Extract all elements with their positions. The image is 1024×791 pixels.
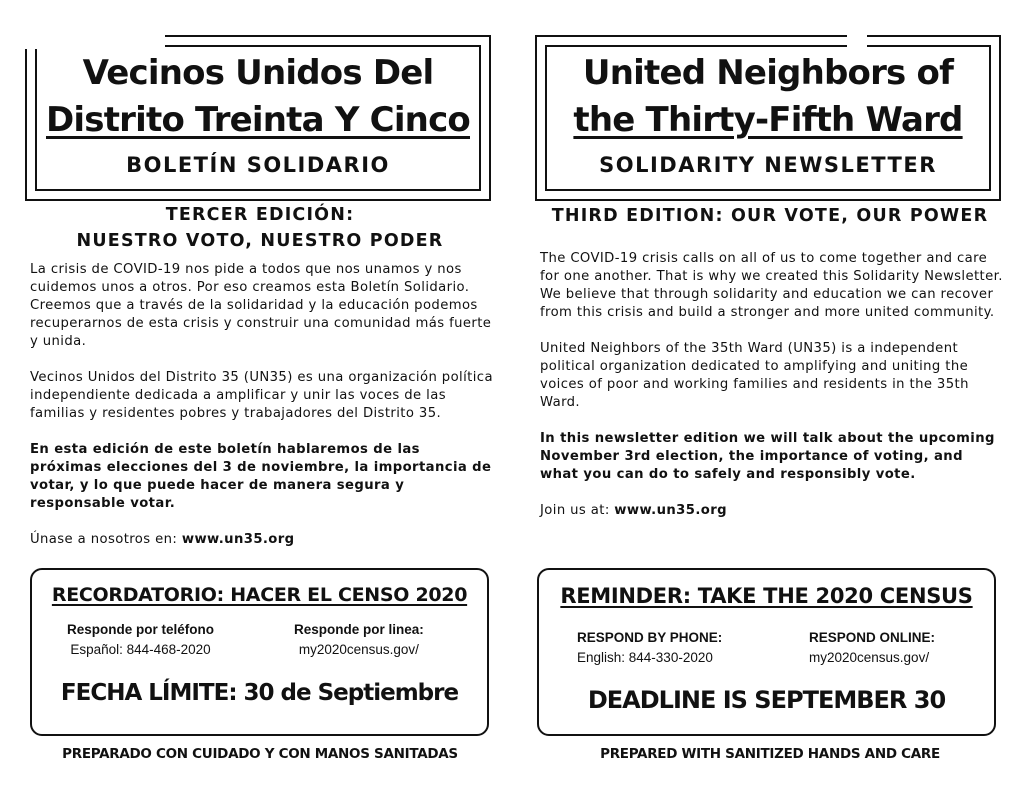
english-respond-phone bbox=[577, 628, 722, 668]
frame-gap bbox=[847, 35, 867, 49]
spanish-respond-online bbox=[294, 620, 424, 660]
english-join-label: Join us at: bbox=[540, 503, 615, 518]
english-about-paragraph: United Neighbors of the 35th Ward (UN35) is a independent political organization dedicated to amplifying and uniting the voices of poor and working families and residents in the 35th Ward. bbox=[540, 341, 969, 410]
spanish-edition-paragraph: En esta edición de este boletín hablaremos de las próximas elecciones del 3 de noviembre, la importancia de votar, y lo que puede hacer de manera segura y responsable votar. bbox=[30, 442, 492, 511]
english-column bbox=[535, 0, 1005, 791]
english-subtitle: SOLIDARITY NEWSLETTER bbox=[599, 153, 937, 177]
english-title-line2: the Thirty-Fifth Ward bbox=[573, 100, 963, 140]
spanish-join-link[interactable]: www.un35.org bbox=[181, 532, 295, 547]
english-respond-online bbox=[809, 628, 935, 668]
spanish-title-line1: Vecinos Unidos Del bbox=[82, 53, 434, 93]
english-header-frame bbox=[535, 35, 1001, 201]
english-deadline: DEADLINE IS SEPTEMBER 30 bbox=[587, 686, 946, 714]
english-phone-number: English: 844-330-2020 bbox=[577, 650, 713, 665]
english-census-title: REMINDER: TAKE THE 2020 CENSUS bbox=[560, 584, 973, 608]
spanish-title-line2: Distrito Treinta Y Cinco bbox=[46, 100, 470, 140]
spanish-deadline: FECHA LÍMITE: 30 de Septiembre bbox=[60, 680, 459, 706]
spanish-body bbox=[30, 261, 495, 549]
spanish-header-frame bbox=[25, 35, 491, 201]
english-join-line bbox=[540, 502, 1005, 520]
spanish-census-box bbox=[30, 568, 489, 736]
spanish-column bbox=[25, 0, 495, 791]
english-census-box bbox=[537, 568, 996, 736]
english-phone-label: RESPOND BY PHONE: bbox=[577, 630, 723, 645]
english-edition-paragraph: In this newsletter edition we will talk about the upcoming November 3rd election, the importance of voting, and what you can do to safely and responsibly vote. bbox=[540, 431, 995, 482]
english-online-url[interactable]: my2020census.gov/ bbox=[809, 650, 930, 665]
english-intro-paragraph: The COVID-19 crisis calls on all of us to come together and care for one another. That is why we created this Solidarity Newsletter. We believe that through solidarity and education we can recover from this crisis and build a stronger and more united community. bbox=[540, 251, 1003, 320]
spanish-intro-paragraph: La crisis de COVID-19 nos pide a todos que nos unamos y nos cuidemos unos a otros. Por eso creamos esta Boletín Solidario. Creemos que a través de la solidaridad y la educación podemos recuperarnos de esta crisis y construir una comunidad más fuerte y unida. bbox=[30, 262, 492, 349]
frame-gap bbox=[25, 35, 165, 49]
spanish-respond-phone bbox=[67, 620, 214, 660]
english-join-link[interactable]: www.un35.org bbox=[614, 503, 727, 518]
english-footer: PREPARED WITH SANITIZED HANDS AND CARE bbox=[600, 746, 940, 762]
english-body bbox=[540, 250, 1005, 520]
spanish-about-paragraph: Vecinos Unidos del Distrito 35 (UN35) es una organización política independiente dedicada a amplificar y unir las voces de las familias y residentes pobres y trabajadores del Distrito 35. bbox=[30, 370, 493, 421]
english-edition: THIRD EDITION: OUR VOTE, OUR POWER bbox=[551, 206, 989, 226]
english-online-label: RESPOND ONLINE: bbox=[809, 630, 936, 645]
spanish-edition-line1: TERCER EDICIÓN: bbox=[165, 205, 355, 225]
spanish-header-inner-frame bbox=[35, 45, 481, 191]
spanish-online-url[interactable]: my2020census.gov/ bbox=[298, 642, 419, 657]
spanish-join-line bbox=[30, 531, 495, 549]
spanish-phone-number: Español: 844-468-2020 bbox=[70, 642, 211, 657]
spanish-phone-label: Responde por teléfono bbox=[67, 622, 215, 637]
spanish-census-title: RECORDATORIO: HACER EL CENSO 2020 bbox=[51, 584, 468, 606]
english-title-line1: United Neighbors of bbox=[582, 53, 954, 93]
spanish-footer: PREPARADO CON CUIDADO Y CON MANOS SANITADAS bbox=[62, 746, 458, 762]
spanish-online-label: Responde por linea: bbox=[294, 622, 424, 637]
spanish-edition-line2: NUESTRO VOTO, NUESTRO PODER bbox=[76, 231, 444, 251]
spanish-subtitle: BOLETÍN SOLIDARIO bbox=[126, 153, 390, 177]
spanish-join-label: Únase a nosotros en: bbox=[30, 532, 182, 547]
english-header-inner-frame bbox=[545, 45, 991, 191]
